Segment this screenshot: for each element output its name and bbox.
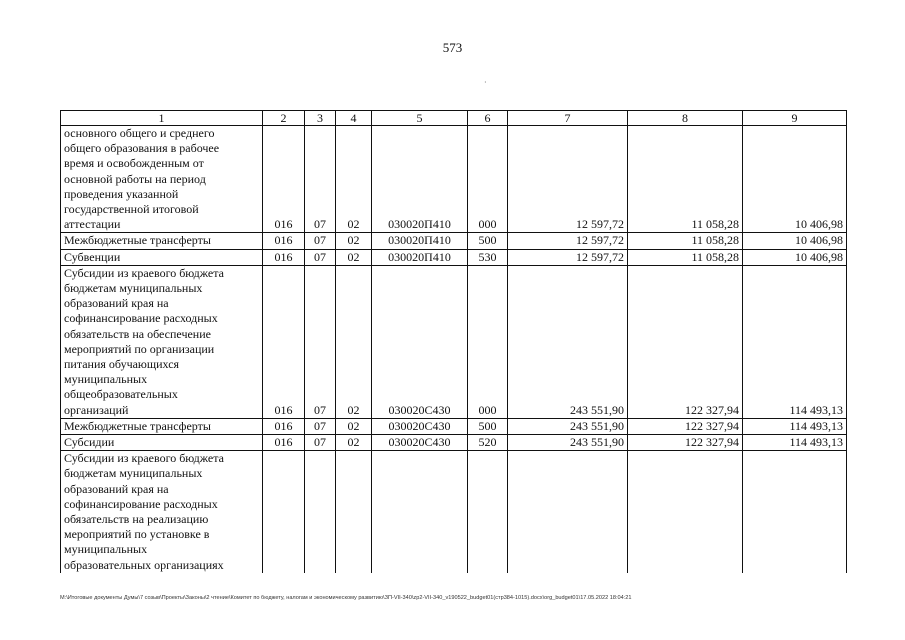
cell-target-article: 030020П410 xyxy=(372,249,468,265)
cell-ministry-code: 016 xyxy=(263,249,305,265)
table-row xyxy=(61,418,847,434)
cell-subsection: 02 xyxy=(336,435,372,451)
row-description: Субсидии из краевого бюджета бюджетам муниципальных образований края на софинансирование расходных обязательств на реализацию мероприятий по установке в муниципальных образовательных организациях xyxy=(61,451,263,573)
cell-section: 07 xyxy=(305,233,336,249)
cell-target-article: 030020С430 xyxy=(372,265,468,418)
cell-amount-9: 114 493,13 xyxy=(743,265,847,418)
table-row xyxy=(61,451,847,573)
header-cell: 7 xyxy=(508,111,628,126)
cell-section: 07 xyxy=(305,249,336,265)
cell-expense-type: 520 xyxy=(468,435,508,451)
row-description: основного общего и среднего общего образования в рабочее время и освобожденным от основной работы на период проведения указанной государственной итоговой аттестации xyxy=(61,126,263,233)
cell-amount-7: 243 551,90 xyxy=(508,265,628,418)
cell-amount-7: 12 597,72 xyxy=(508,233,628,249)
cell-subsection: 02 xyxy=(336,265,372,418)
row-description: Субвенции xyxy=(61,249,263,265)
table-row xyxy=(61,435,847,451)
header-cell: 1 xyxy=(61,111,263,126)
cell-amount-9: 10 406,98 xyxy=(743,249,847,265)
cell-amount-9: 10 406,98 xyxy=(743,126,847,233)
cell-expense-type: 530 xyxy=(468,249,508,265)
header-cell: 5 xyxy=(372,111,468,126)
cell-amount-8: 11 058,28 xyxy=(628,233,743,249)
cell-amount-9: 10 406,98 xyxy=(743,233,847,249)
budget-table xyxy=(60,110,847,573)
cell-amount-7: 12 597,72 xyxy=(508,126,628,233)
table-row xyxy=(61,233,847,249)
cell-section: 07 xyxy=(305,126,336,233)
header-cell: 3 xyxy=(305,111,336,126)
cell-ministry-code: 016 xyxy=(263,265,305,418)
cell-amount-8: 11 058,28 xyxy=(628,249,743,265)
cell-amount-8: 122 327,94 xyxy=(628,435,743,451)
cell-amount-9 xyxy=(743,451,847,573)
cell-expense-type: 000 xyxy=(468,126,508,233)
header-cell: 8 xyxy=(628,111,743,126)
cell-amount-8: 122 327,94 xyxy=(628,265,743,418)
cell-expense-type: 000 xyxy=(468,265,508,418)
header-cell: 2 xyxy=(263,111,305,126)
cell-subsection: 02 xyxy=(336,126,372,233)
cell-subsection: 02 xyxy=(336,418,372,434)
header-cell: 4 xyxy=(336,111,372,126)
cell-amount-8: 122 327,94 xyxy=(628,418,743,434)
cell-amount-9: 114 493,13 xyxy=(743,435,847,451)
cell-ministry-code: 016 xyxy=(263,435,305,451)
cell-section: 07 xyxy=(305,418,336,434)
row-description: Межбюджетные трансферты xyxy=(61,233,263,249)
table-row xyxy=(61,249,847,265)
cell-subsection: 02 xyxy=(336,233,372,249)
cell-amount-8 xyxy=(628,451,743,573)
cell-section: 07 xyxy=(305,265,336,418)
cell-ministry-code xyxy=(263,451,305,573)
row-description: Субсидии из краевого бюджета бюджетам муниципальных образований края на софинансирование расходных обязательств на обеспечение мероприятий по организации питания обучающихся муниципальных общеобразовательных организаций xyxy=(61,265,263,418)
cell-amount-7: 243 551,90 xyxy=(508,418,628,434)
cell-target-article: 030020С430 xyxy=(372,435,468,451)
cell-expense-type xyxy=(468,451,508,573)
cell-section: 07 xyxy=(305,435,336,451)
cell-amount-7: 12 597,72 xyxy=(508,249,628,265)
cell-ministry-code: 016 xyxy=(263,233,305,249)
cell-amount-9: 114 493,13 xyxy=(743,418,847,434)
cell-expense-type: 500 xyxy=(468,233,508,249)
cell-target-article: 030020П410 xyxy=(372,126,468,233)
row-description: Межбюджетные трансферты xyxy=(61,418,263,434)
header-cell: 9 xyxy=(743,111,847,126)
cell-section xyxy=(305,451,336,573)
header-row xyxy=(61,111,847,126)
cell-subsection xyxy=(336,451,372,573)
footer-file-path: M:\Итоговые документы Думы\7 созыв\Проекты\Законы\2 чтение\Комитет по бюджету, налогам и экономическому развитию\ЗП-VII-340\zp2-VII-340_v190522_budget01(стр384-1015).docx\org_budget01\17.05.2022 18:04:21 xyxy=(60,595,632,601)
page-number: 573 xyxy=(442,40,463,55)
cell-amount-8: 11 058,28 xyxy=(628,126,743,233)
cell-amount-7: 243 551,90 xyxy=(508,435,628,451)
table-row xyxy=(61,126,847,233)
cell-target-article xyxy=(372,451,468,573)
row-description: Субсидии xyxy=(61,435,263,451)
table-row xyxy=(61,265,847,418)
cell-expense-type: 500 xyxy=(468,418,508,434)
cell-ministry-code: 016 xyxy=(263,418,305,434)
header-cell: 6 xyxy=(468,111,508,126)
cell-target-article: 030020С430 xyxy=(372,418,468,434)
cell-amount-7 xyxy=(508,451,628,573)
cell-subsection: 02 xyxy=(336,249,372,265)
scan-dot: · xyxy=(484,78,487,87)
cell-target-article: 030020П410 xyxy=(372,233,468,249)
cell-ministry-code: 016 xyxy=(263,126,305,233)
